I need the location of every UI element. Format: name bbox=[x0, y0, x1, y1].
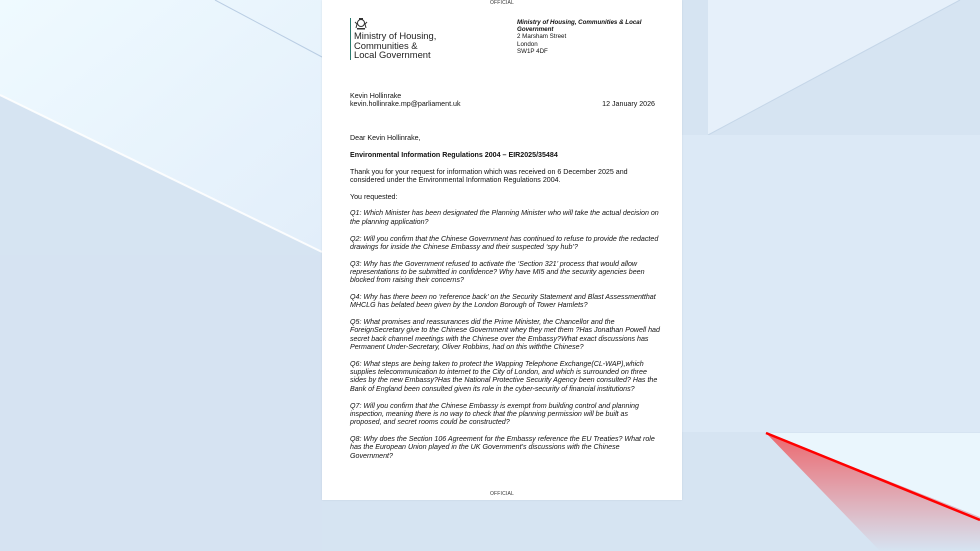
letter-document bbox=[322, 0, 682, 500]
sender-city: London bbox=[517, 40, 538, 48]
sender-postcode: SW1P 4DF bbox=[517, 47, 548, 55]
salutation: Dear Kevin Hollinrake, bbox=[350, 134, 421, 142]
logo-text: Ministry of Housing, Communities & Local Government bbox=[354, 30, 437, 61]
letter-body bbox=[350, 134, 660, 468]
classification-top: OFFICIAL bbox=[489, 0, 515, 6]
question-5: Q5: What promises and reassurances did the Prime Minister, the Chancellor and the ForeignSecretary give to the Chinese Government whey they met them ?Has Jonathan Powell had secret back channel meetings with the Chinese over the Embassy?What exact discussions has Permanent Under-Secretary, Oliver Robbins, had on this withthe Chinese? bbox=[350, 318, 660, 352]
intro-paragraph: Thank you for your request for information which was received on 6 December 2025 and considered under the Environmental Information Regulations 2004. bbox=[350, 167, 628, 184]
ministry-logo bbox=[350, 18, 436, 60]
recipient-email: kevin.hollinrake.mp@parliament.uk bbox=[350, 100, 461, 109]
question-7: Q7: Will you confirm that the Chinese Embassy is exempt from building control and planning inspection, meaning there is no way to check that the planning permission will be built as proposed, and secret rooms could be constructed? bbox=[350, 401, 639, 427]
sender-organisation: Ministry of Housing, Communities & Local Government bbox=[517, 19, 642, 34]
letter-heading: Environmental Information Regulations 2004 – EIR2025/35484 bbox=[350, 150, 558, 159]
letter-date: 12 January 2026 bbox=[602, 100, 655, 108]
question-4: Q4: Why has there been no ‘reference back’ on the Security Statement and Blast Assessmentthat MHCLG has belated been given by the London Borough of Tower Hamlets? bbox=[350, 293, 656, 310]
recipient-name: Kevin Hollinrake bbox=[350, 92, 402, 100]
question-3: Q3: Why has the Government refused to activate the ‘Section 321’ process that would allow representations to be submitted in confidence? Why have MI5 and the security agencies been blocked from raising their concerns? bbox=[350, 259, 645, 285]
royal-crest-icon bbox=[354, 18, 368, 30]
recipient-block bbox=[350, 92, 461, 109]
question-2: Q2: Will you confirm that the Chinese Government has continued to refuse to provide the redacted drawings for inside the Chinese Embassy and their suspected ‘spy hub’? bbox=[350, 234, 659, 251]
sender-address bbox=[517, 19, 657, 55]
classification-bottom: OFFICIAL bbox=[489, 491, 515, 497]
question-6: Q6: What steps are being taken to protect the Wapping Telephone Exchange(CL-WAP),which supplies telecommunication to internet to the City of London, and which is surrounded on three sides by the new Embassy?Has the National Protective Security Agency been consulted? Has the Bank of England been consulted given its role in the cyber-security of financial institutions? bbox=[350, 359, 658, 393]
sender-street: 2 Marsham Street bbox=[517, 33, 567, 41]
question-1: Q1: Which Minister has been designated the Planning Minister who will take the actual decision on the planning application? bbox=[350, 209, 659, 226]
question-8: Q8: Why does the Section 106 Agreement for the Embassy reference the EU Treaties? What role has the European Union played in the UK Government’s discussions with the Chinese Government? bbox=[350, 434, 655, 460]
you-requested-label: You requested: bbox=[350, 192, 398, 201]
